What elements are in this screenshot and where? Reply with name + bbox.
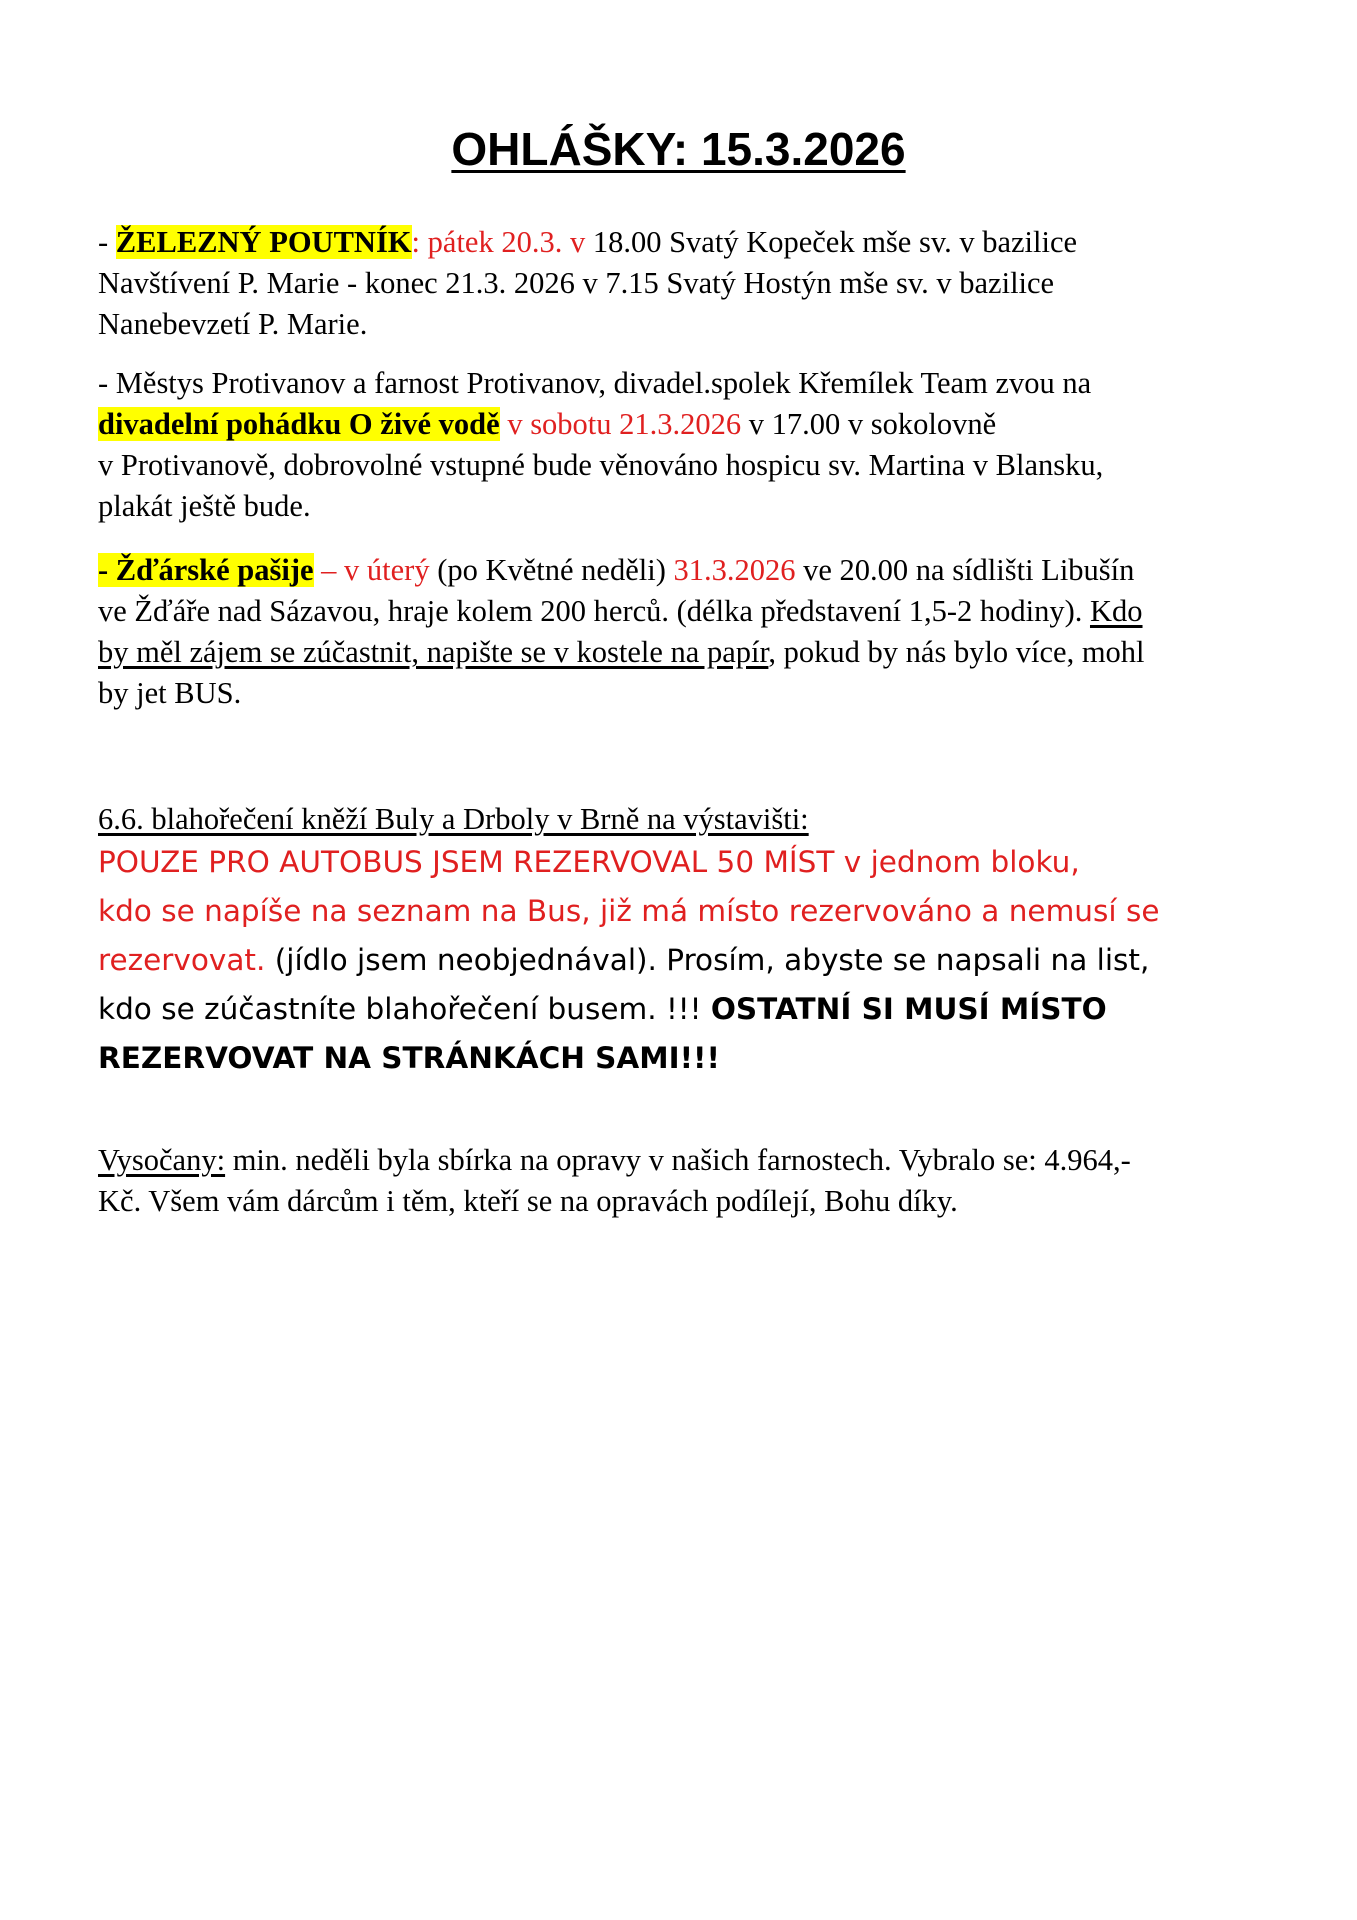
p5-rest: min. neděli byla sbírka na opravy v našich farnostech. Vybralo se: 4.964,- xyxy=(225,1143,1131,1177)
announcement-zdarske-pasije xyxy=(98,550,1278,714)
announcement-pohadka xyxy=(98,363,1278,527)
p1-line1 xyxy=(98,222,1278,263)
p3-line3-text: , pokud by nás bylo více, mohl xyxy=(768,635,1145,669)
p4-red-line1: POUZE PRO AUTOBUS JSEM REZERVOVAL 50 MÍST v jednom bloku, xyxy=(98,845,1080,879)
p1-line2: Navštívení P. Marie - konec 21.3. 2026 v 7.15 Svatý Hostýn mše sv. v bazilice xyxy=(98,266,1055,300)
p4-bold-line5: REZERVOVAT NA STRÁNKÁCH SAMI!!! xyxy=(98,1041,720,1075)
p2-line2 xyxy=(98,404,1278,445)
page-title xyxy=(0,122,1357,176)
p3-line3-underlined: by měl zájem se zúčastnit, napište se v kostele na papír xyxy=(98,635,769,669)
p4-line4 xyxy=(98,985,1298,1034)
p5-line2: Kč. Všem vám dárcům i těm, kteří se na opravách podílejí, Bohu díky. xyxy=(98,1184,958,1218)
p3-day: – v úterý xyxy=(313,553,430,587)
p4-bold4: OSTATNÍ SI MUSÍ MÍSTO xyxy=(710,992,1107,1026)
p1-line3: Nanebevzetí P. Marie. xyxy=(98,307,368,341)
p4-line3 xyxy=(98,936,1298,985)
p3-line1 xyxy=(98,550,1278,591)
p4-text3: (jídlo jsem neobjednával). Prosím, abyste se napsali na list, xyxy=(265,943,1150,977)
p1-rest: 18.00 Svatý Kopeček mše sv. v bazilice xyxy=(585,225,1078,259)
announcement-vysocany xyxy=(98,1140,1278,1222)
p1-heading: ŽELEZNÝ POUTNÍK xyxy=(115,225,412,259)
p1-date: pátek 20.3. v xyxy=(420,225,586,259)
p4-red3: rezervovat. xyxy=(98,943,266,977)
p1-colon: : xyxy=(411,225,421,259)
p1-dash: - xyxy=(98,225,116,259)
blahoreceni-heading xyxy=(98,799,1278,840)
p3-line2-text: ve Žďáře nad Sázavou, hraje kolem 200 herců. (délka představení 1,5-2 hodiny). xyxy=(98,594,1090,628)
p3-text2: ve 20.00 na sídlišti Libušín xyxy=(795,553,1135,587)
p4-underline: 6.6. blahořečení kněží Buly a Drboly v Brně na výstavišti: xyxy=(98,802,809,836)
p2-highlight: divadelní pohádku O živé vodě xyxy=(98,407,500,441)
p2-line3: v Protivanově, dobrovolné vstupné bude věnováno hospicu sv. Martina v Blansku, xyxy=(98,448,1104,482)
announcement-blahoreceni xyxy=(98,838,1298,1083)
p2-date: v sobotu 21.3.2026 xyxy=(499,407,742,441)
p2-line4: plakát ještě bude. xyxy=(98,489,311,523)
p3-date: 31.3.2026 xyxy=(673,553,796,587)
p2-rest: v 17.00 v sokolovně xyxy=(741,407,997,441)
p3-text1: (po Květné neděli) xyxy=(429,553,674,587)
p3-line3 xyxy=(98,632,1278,673)
p3-highlight: - Žďárské pašije xyxy=(98,553,314,587)
title-text: OHLÁŠKY: 15.3.2026 xyxy=(451,123,906,175)
p5-underline: Vysočany: xyxy=(98,1143,226,1177)
p4-red-line2: kdo se napíše na seznam na Bus, již má místo rezervováno a nemusí se xyxy=(98,894,1160,928)
p2-line1: - Městys Protivanov a farnost Protivanov, divadel.spolek Křemílek Team zvou na xyxy=(98,366,1092,400)
p3-line2 xyxy=(98,591,1278,632)
p3-line2-underlined: Kdo xyxy=(1089,594,1143,628)
p5-line1 xyxy=(98,1140,1278,1181)
announcement-zelezny-poutnik xyxy=(98,222,1278,345)
p4-text4: kdo se zúčastníte blahořečení busem. !!! xyxy=(98,992,711,1026)
p3-line4: by jet BUS. xyxy=(98,676,242,710)
